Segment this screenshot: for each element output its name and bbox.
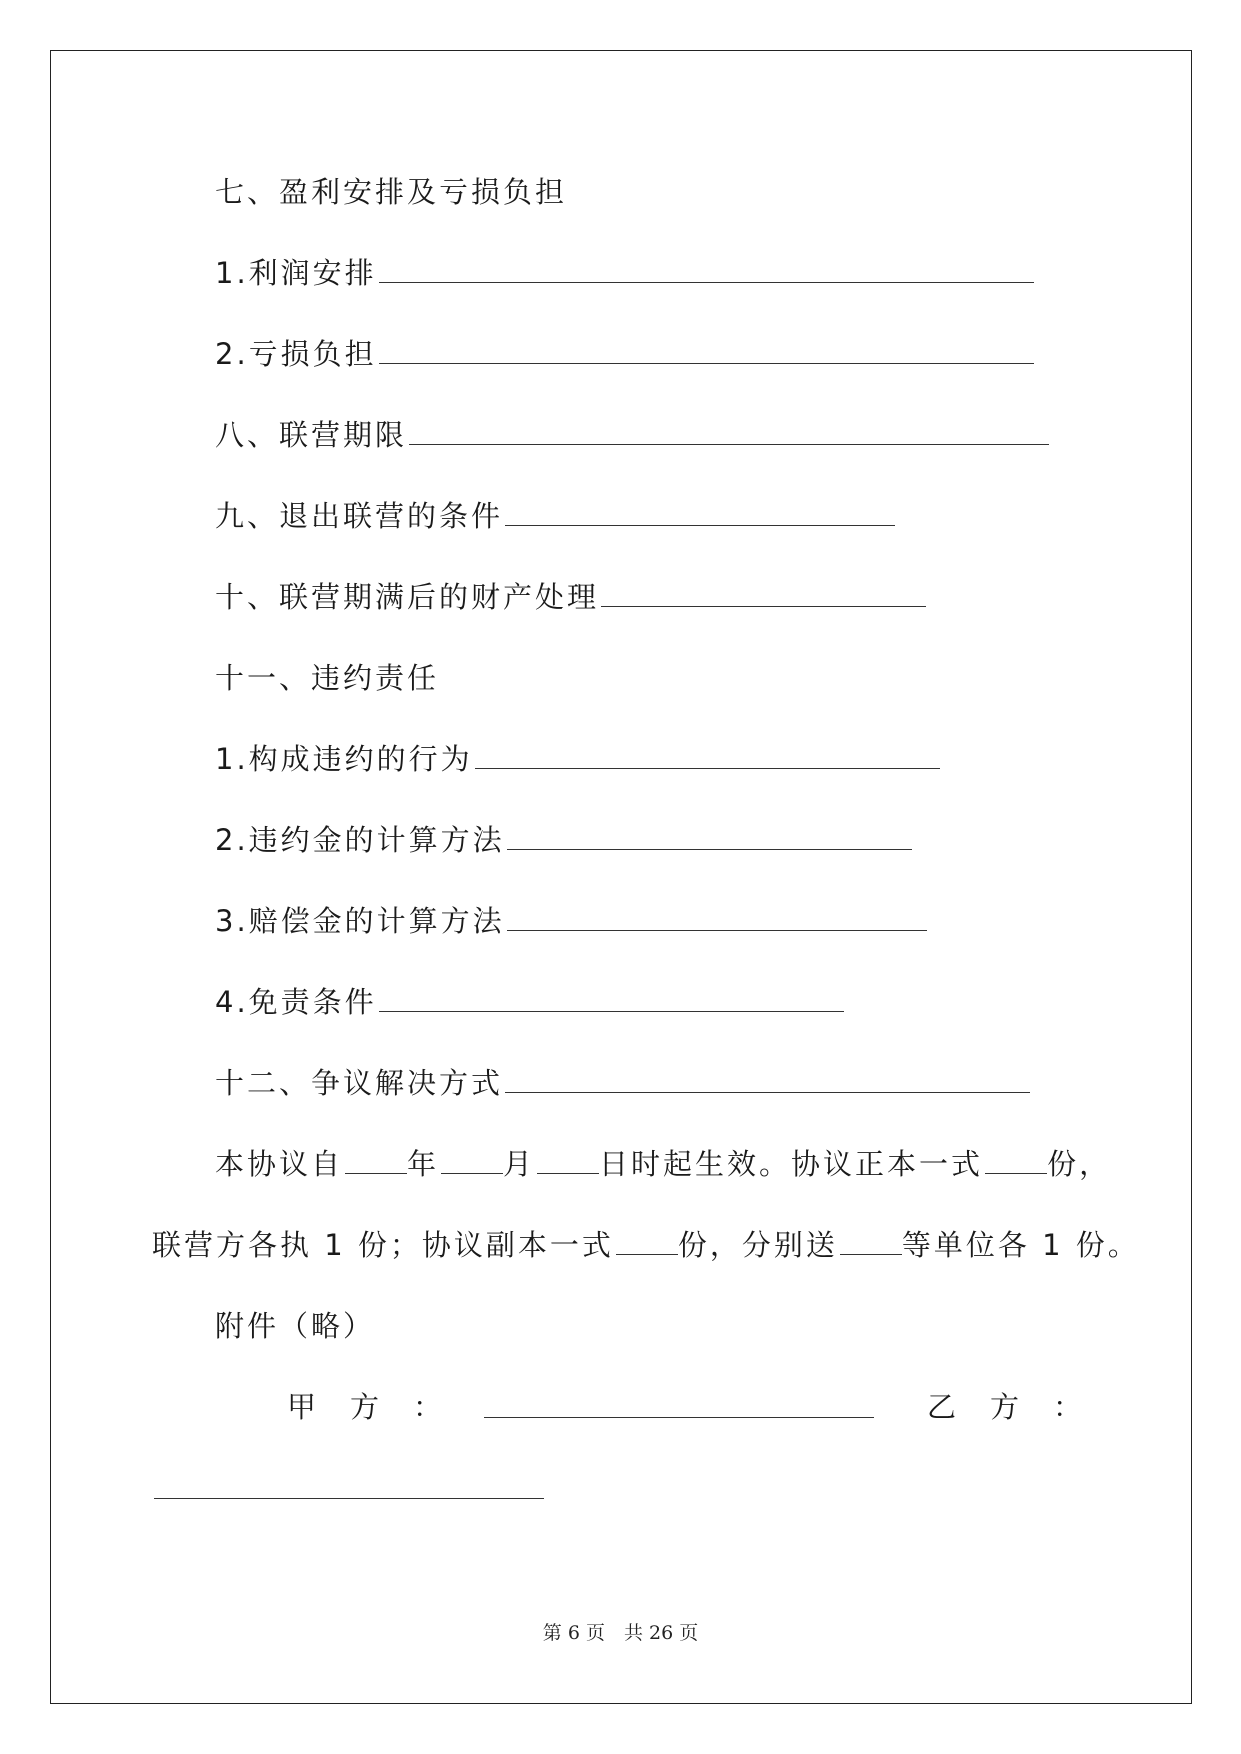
party-b-colon: ： bbox=[1053, 1390, 1083, 1424]
section-11-heading bbox=[215, 658, 439, 698]
party-b-label-2: 方 bbox=[990, 1390, 1020, 1424]
effective-text-1: 本协议自 bbox=[215, 1147, 344, 1181]
page-number: 第 6 页 共 26 页 bbox=[542, 1622, 699, 1644]
exit-conditions-blank[interactable] bbox=[505, 497, 895, 526]
section-9-label: 九、退出联营的条件 bbox=[215, 499, 504, 533]
profit-arrangement-blank[interactable] bbox=[379, 254, 1034, 283]
year-blank[interactable] bbox=[345, 1145, 407, 1174]
party-a-colon: ： bbox=[413, 1390, 443, 1424]
loss-bearing-blank[interactable] bbox=[379, 335, 1034, 364]
original-copies-blank[interactable] bbox=[985, 1145, 1047, 1174]
loss-bearing-label: 2.亏损负担 bbox=[215, 337, 377, 371]
party-b-label-1: 乙 bbox=[927, 1390, 957, 1424]
section-8-label: 八、联营期限 bbox=[215, 418, 408, 452]
compensation-calc-line bbox=[215, 901, 927, 941]
party-a-label-2: 方 bbox=[350, 1390, 380, 1424]
attachment-text: 附件（略） bbox=[215, 1309, 376, 1343]
section-7-heading bbox=[215, 172, 567, 212]
day-blank[interactable] bbox=[537, 1145, 599, 1174]
breach-acts-line bbox=[215, 739, 940, 779]
section-12-line bbox=[215, 1063, 1030, 1103]
duplicate-copies-blank[interactable] bbox=[616, 1226, 678, 1255]
penalty-calc-blank[interactable] bbox=[507, 821, 912, 850]
effective-text-2: 日时起生效。协议正本一式 bbox=[599, 1147, 984, 1181]
section-9-line bbox=[215, 496, 895, 536]
breach-acts-label: 1.构成违约的行为 bbox=[215, 742, 473, 776]
page-border bbox=[50, 50, 1192, 1704]
effective-text-3: 份， bbox=[1047, 1147, 1112, 1181]
effective-text-4: 联营方各执 1 份；协议副本一式 bbox=[152, 1228, 614, 1262]
joint-venture-term-blank[interactable] bbox=[409, 416, 1049, 445]
profit-arrangement-line bbox=[215, 253, 1034, 293]
month-label: 月 bbox=[503, 1147, 536, 1181]
penalty-calc-label: 2.违约金的计算方法 bbox=[215, 823, 505, 857]
party-b-signature-blank[interactable] bbox=[154, 1470, 544, 1499]
attachment-line bbox=[215, 1306, 375, 1346]
recipient-unit-blank[interactable] bbox=[840, 1226, 902, 1255]
party-a-label-1: 甲 bbox=[287, 1390, 317, 1424]
month-blank[interactable] bbox=[441, 1145, 503, 1174]
loss-bearing-line bbox=[215, 334, 1034, 374]
page-footer bbox=[0, 1618, 1241, 1645]
exemption-label: 4.免责条件 bbox=[215, 985, 377, 1019]
section-12-label: 十二、争议解决方式 bbox=[215, 1066, 504, 1100]
breach-acts-blank[interactable] bbox=[475, 740, 940, 769]
dispute-resolution-blank[interactable] bbox=[505, 1064, 1030, 1093]
section-7-text: 七、盈利安排及亏损负担 bbox=[215, 175, 568, 209]
property-disposal-blank[interactable] bbox=[601, 578, 926, 607]
profit-arrangement-label: 1.利润安排 bbox=[215, 256, 377, 290]
party-a-signature-blank[interactable] bbox=[484, 1389, 874, 1418]
exemption-line bbox=[215, 982, 844, 1022]
section-10-line bbox=[215, 577, 926, 617]
compensation-calc-blank[interactable] bbox=[507, 902, 927, 931]
compensation-calc-label: 3.赔偿金的计算方法 bbox=[215, 904, 505, 938]
section-8-line bbox=[215, 415, 1049, 455]
year-label: 年 bbox=[407, 1147, 440, 1181]
effective-text-5: 份，分别送 bbox=[677, 1228, 838, 1262]
signature-row-2 bbox=[0, 1470, 1241, 1510]
section-11-text: 十一、违约责任 bbox=[215, 661, 440, 695]
exemption-blank[interactable] bbox=[379, 983, 844, 1012]
effective-clause-line-1 bbox=[215, 1144, 1111, 1184]
penalty-calc-line bbox=[215, 820, 912, 860]
effective-text-6: 等单位各 1 份。 bbox=[901, 1228, 1140, 1262]
section-10-label: 十、联营期满后的财产处理 bbox=[215, 580, 600, 614]
signature-row bbox=[0, 1387, 1241, 1427]
effective-clause-line-2 bbox=[152, 1225, 1140, 1265]
